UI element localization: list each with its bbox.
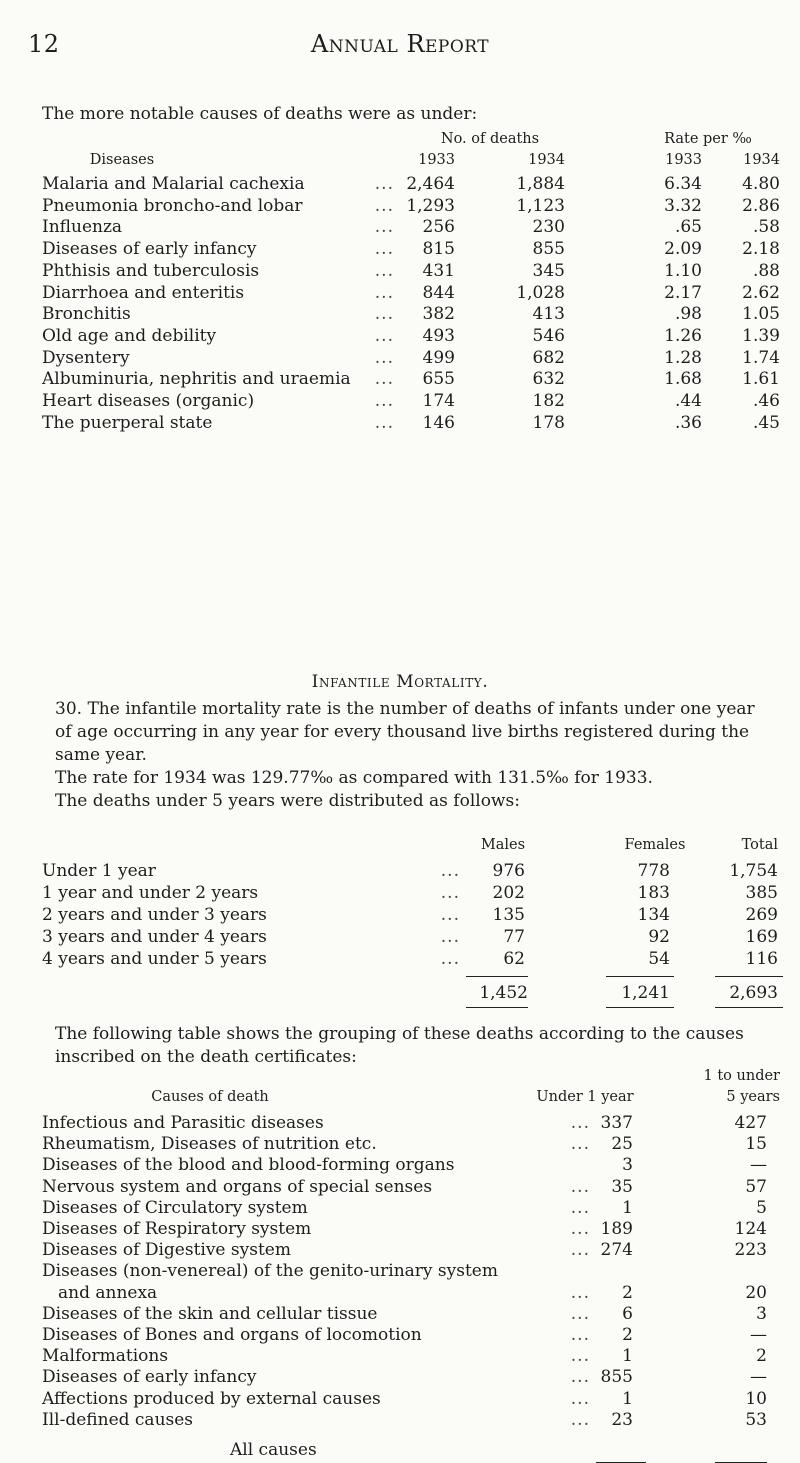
under1-cell: 3 xyxy=(622,1155,633,1176)
page-title: Annual Report xyxy=(310,30,490,58)
rate-1934-cell: .45 xyxy=(752,412,780,433)
females-total: 1,241 xyxy=(621,983,670,1003)
causes-col-header: Causes of death xyxy=(151,1089,269,1105)
leader-dots: ... xyxy=(570,1409,590,1430)
deaths-1934-cell: 1,028 xyxy=(516,282,565,303)
females-col-header: Females xyxy=(624,837,686,853)
rate-1933-cell: 2.17 xyxy=(664,282,702,303)
total-cell: 269 xyxy=(745,905,778,925)
under1-cell: 337 xyxy=(600,1113,633,1133)
under1-cell: 25 xyxy=(611,1134,633,1155)
males-total: 1,452 xyxy=(479,983,528,1003)
cause-name: and annexa xyxy=(58,1282,158,1303)
rate-1933-cell: 3.32 xyxy=(664,195,702,216)
females-cell: 92 xyxy=(648,927,670,947)
leader-dots: ... xyxy=(374,282,394,303)
deaths-1933-cell: 815 xyxy=(422,239,455,260)
under5-cell: 53 xyxy=(745,1409,767,1430)
deaths-1934-cell: 855 xyxy=(532,239,565,260)
males-cell: 202 xyxy=(492,883,525,903)
all-causes-label: All causes xyxy=(230,1440,317,1460)
rate-1934-cell: 1.74 xyxy=(742,347,780,368)
sum-rule xyxy=(715,976,783,977)
deaths-1933-cell: 431 xyxy=(422,260,455,281)
age-group-label: Under 1 year xyxy=(42,861,156,881)
rate-1933-cell: 1.28 xyxy=(664,347,702,368)
col-1to5-header-line1: 1 to under xyxy=(703,1068,780,1084)
leader-dots: ... xyxy=(570,1197,590,1218)
cause-name: Diseases of the blood and blood-forming organs xyxy=(42,1155,455,1176)
under1-cell: 189 xyxy=(600,1219,633,1239)
age-group-label: 4 years and under 5 years xyxy=(42,949,267,969)
disease-name: Albuminuria, nephritis and uraemia xyxy=(42,369,351,390)
deaths-1933-cell: 174 xyxy=(422,391,455,411)
distribution-sentence: The deaths under 5 years were distributed as follows: xyxy=(55,791,520,811)
rate-1933-cell: 1.68 xyxy=(664,369,702,390)
leader-dots: ... xyxy=(374,369,394,390)
sum-rule xyxy=(715,1007,783,1008)
deaths-1933-cell: 655 xyxy=(422,369,455,390)
disease-col-header: Diseases xyxy=(89,152,155,168)
under1-cell: 2 xyxy=(622,1325,633,1345)
cause-name: Affections produced by external causes xyxy=(42,1388,381,1409)
leader-dots: ... xyxy=(570,1113,590,1133)
males-cell: 77 xyxy=(503,927,525,947)
leader-dots: ... xyxy=(374,260,394,281)
deaths-1934-cell: 682 xyxy=(532,347,565,368)
paragraph-30-text: 30. The infantile mortality rate is the number of deaths of infants under one year of age occurring in any year for every thousand live births registered during the same year. xyxy=(55,699,755,765)
under5-cell: 2 xyxy=(756,1346,767,1367)
deaths-1933-cell: 1,293 xyxy=(406,195,455,216)
under1-cell: 855 xyxy=(600,1367,633,1388)
deaths-1933-cell: 499 xyxy=(422,347,455,368)
rate-1933-cell: 1.10 xyxy=(664,260,702,281)
leader-dots: ... xyxy=(374,304,394,325)
under5-cell: 10 xyxy=(745,1388,767,1409)
leader-dots: ... xyxy=(570,1282,590,1303)
rate-1934-cell: 1.05 xyxy=(742,304,780,325)
under5-cell: 57 xyxy=(745,1176,767,1197)
age-group-label: 2 years and under 3 years xyxy=(42,905,267,925)
total-cell: 1,754 xyxy=(729,861,778,881)
deaths-1934-cell: 182 xyxy=(532,391,565,411)
disease-name: Diseases of early infancy xyxy=(42,239,257,260)
deaths-1934-cell: 413 xyxy=(532,304,565,325)
cause-name: Diseases of the skin and cellular tissue xyxy=(42,1303,378,1324)
rate-1934-header: 1934 xyxy=(743,152,780,168)
disease-name: Bronchitis xyxy=(42,304,131,325)
leader-dots: ... xyxy=(374,195,394,216)
disease-name: The puerperal state xyxy=(42,412,213,433)
age-group-label: 1 year and under 2 years xyxy=(42,883,259,903)
females-cell: 183 xyxy=(637,883,670,903)
leader-dots: ... xyxy=(570,1303,590,1324)
males-cell: 62 xyxy=(503,949,525,969)
rate-1934-cell: 1.39 xyxy=(742,325,780,346)
rate-1933-cell: .36 xyxy=(674,412,702,433)
females-cell: 54 xyxy=(648,949,670,969)
leader-dots: ... xyxy=(374,347,394,368)
rate-1934-cell: .58 xyxy=(752,217,780,238)
deaths-1934-cell: 345 xyxy=(532,260,565,281)
under1-cell: 23 xyxy=(611,1409,633,1430)
leader-dots: ... xyxy=(570,1367,590,1388)
rate-1933-cell: 1.26 xyxy=(664,325,702,346)
age-group-label: 3 years and under 4 years xyxy=(42,927,267,947)
rate-1934-cell: .88 xyxy=(752,260,780,281)
under5-cell: 3 xyxy=(756,1303,767,1324)
disease-name: Diarrhoea and enteritis xyxy=(42,282,245,303)
under5-cell: 427 xyxy=(734,1113,767,1133)
leader-dots: ... xyxy=(374,239,394,260)
deaths-1934-cell: 632 xyxy=(532,369,565,390)
under1-cell: 2 xyxy=(622,1282,633,1303)
females-cell: 778 xyxy=(637,861,670,881)
leader-dots: ... xyxy=(570,1219,590,1239)
rate-1934-cell: 2.62 xyxy=(742,282,780,303)
deaths-group-header: No. of deaths xyxy=(440,131,540,147)
rate-1933-cell: 6.34 xyxy=(664,174,702,194)
disease-name: Malaria and Malarial cachexia xyxy=(42,174,305,194)
disease-name: Phthisis and tuberculosis xyxy=(42,260,260,281)
deaths-1934-header: 1934 xyxy=(528,152,565,168)
paragraph-30 xyxy=(55,698,765,767)
cause-name: Rheumatism, Diseases of nutrition etc. xyxy=(42,1134,377,1155)
females-cell: 134 xyxy=(637,905,670,925)
sum-rule xyxy=(466,976,528,977)
disease-name: Influenza xyxy=(42,217,123,238)
deaths-1934-cell: 1,884 xyxy=(516,174,565,194)
deaths-1933-cell: 146 xyxy=(422,412,455,433)
deaths-1934-cell: 230 xyxy=(532,217,565,238)
rate-1933-cell: .98 xyxy=(674,304,702,325)
disease-name: Dysentery xyxy=(42,347,130,368)
sum-rule xyxy=(606,976,674,977)
under5-cell: 223 xyxy=(734,1240,767,1261)
males-cell: 135 xyxy=(492,905,525,925)
under5-cell: — xyxy=(750,1155,767,1176)
males-col-header: Males xyxy=(480,837,526,853)
leader-dots: ... xyxy=(570,1176,590,1197)
leader-dots: ... xyxy=(374,325,394,346)
rate-1934-cell: 2.86 xyxy=(742,195,780,216)
deaths-1934-cell: 178 xyxy=(532,412,565,433)
rate-1933-cell: .44 xyxy=(674,391,702,411)
col-1to5-header-line2: 5 years xyxy=(726,1089,780,1105)
leader-dots: ... xyxy=(440,861,460,881)
under1-cell: 1 xyxy=(622,1388,633,1409)
deaths-1934-cell: 546 xyxy=(532,325,565,346)
cause-name: Diseases (non-venereal) of the genito-urinary system xyxy=(42,1261,498,1282)
leader-dots: ... xyxy=(374,217,394,238)
grouping-paragraph: The following table shows the grouping of these deaths according to the causes inscribed on the death certificates: xyxy=(55,1024,744,1067)
rate-group-header: Rate per ‰ xyxy=(664,131,752,147)
under5-cell: 15 xyxy=(745,1134,767,1155)
deaths-1933-header: 1933 xyxy=(418,152,455,168)
males-cell: 976 xyxy=(492,861,525,881)
cause-name: Diseases of Bones and organs of locomotion xyxy=(42,1325,422,1345)
disease-name: Old age and debility xyxy=(42,325,217,346)
leader-dots: ... xyxy=(440,905,460,925)
rate-1934-cell: 1.61 xyxy=(742,369,780,390)
leader-dots: ... xyxy=(570,1388,590,1409)
under1-cell: 1 xyxy=(622,1346,633,1367)
cause-name: Nervous system and organs of special senses xyxy=(42,1176,433,1197)
rate-1933-cell: 2.09 xyxy=(664,239,702,260)
under5-cell: 124 xyxy=(734,1219,767,1239)
leader-dots: ... xyxy=(374,412,394,433)
cause-name: Diseases of Digestive system xyxy=(42,1240,291,1261)
deaths-1934-cell: 1,123 xyxy=(516,195,565,216)
rate-sentence: The rate for 1934 was 129.77‰ as compared with 131.5‰ for 1933. xyxy=(55,768,653,788)
deaths-1933-cell: 493 xyxy=(422,325,455,346)
section-heading: Infantile Mortality. xyxy=(311,672,489,692)
leader-dots: ... xyxy=(570,1346,590,1367)
rate-1934-cell: 2.18 xyxy=(742,239,780,260)
under5-cell: 20 xyxy=(745,1282,767,1303)
leader-dots: ... xyxy=(440,883,460,903)
rate-1934-cell: 4.80 xyxy=(742,174,780,194)
page-number: 12 xyxy=(28,30,60,58)
leader-dots: ... xyxy=(570,1240,590,1261)
total-cell: 116 xyxy=(745,949,778,969)
under1-cell: 1 xyxy=(622,1197,633,1218)
disease-name: Heart diseases (organic) xyxy=(42,391,255,411)
grand-total: 2,693 xyxy=(729,983,778,1003)
cause-name: Infectious and Parasitic diseases xyxy=(42,1113,324,1133)
total-cell: 169 xyxy=(745,927,778,947)
total-cell: 385 xyxy=(745,883,778,903)
under1-cell: 35 xyxy=(611,1176,633,1197)
under5-cell: — xyxy=(750,1325,767,1345)
deaths-1933-cell: 382 xyxy=(422,304,455,325)
rate-1933-cell: .65 xyxy=(674,217,702,238)
rate-1933-header: 1933 xyxy=(665,152,702,168)
leader-dots: ... xyxy=(440,927,460,947)
leader-dots: ... xyxy=(374,174,394,194)
deaths-1933-cell: 844 xyxy=(422,282,455,303)
cause-name: Diseases of Circulatory system xyxy=(42,1197,308,1218)
under1-cell: 6 xyxy=(622,1303,633,1324)
sum-rule xyxy=(606,1007,674,1008)
cause-name: Diseases of early infancy xyxy=(42,1367,257,1388)
under5-cell: — xyxy=(750,1367,767,1388)
leader-dots: ... xyxy=(570,1325,590,1345)
under5-cell: 5 xyxy=(756,1197,767,1218)
deaths-1933-cell: 256 xyxy=(422,217,455,238)
leader-dots: ... xyxy=(440,949,460,969)
deaths-1933-cell: 2,464 xyxy=(406,174,455,194)
leader-dots: ... xyxy=(570,1134,590,1155)
total-col-header: Total xyxy=(741,837,778,853)
disease-name: Pneumonia broncho-and lobar xyxy=(42,195,303,216)
leader-dots: ... xyxy=(374,391,394,411)
cause-name: Malformations xyxy=(42,1346,169,1367)
intro-text: The more notable causes of deaths were as under: xyxy=(42,104,478,124)
rate-1934-cell: .46 xyxy=(752,391,780,411)
under1-cell: 274 xyxy=(600,1240,633,1261)
cause-name: Ill-defined causes xyxy=(42,1409,194,1430)
sum-rule xyxy=(466,1007,528,1008)
under1-col-header: Under 1 year xyxy=(536,1089,634,1105)
cause-name: Diseases of Respiratory system xyxy=(42,1219,312,1239)
